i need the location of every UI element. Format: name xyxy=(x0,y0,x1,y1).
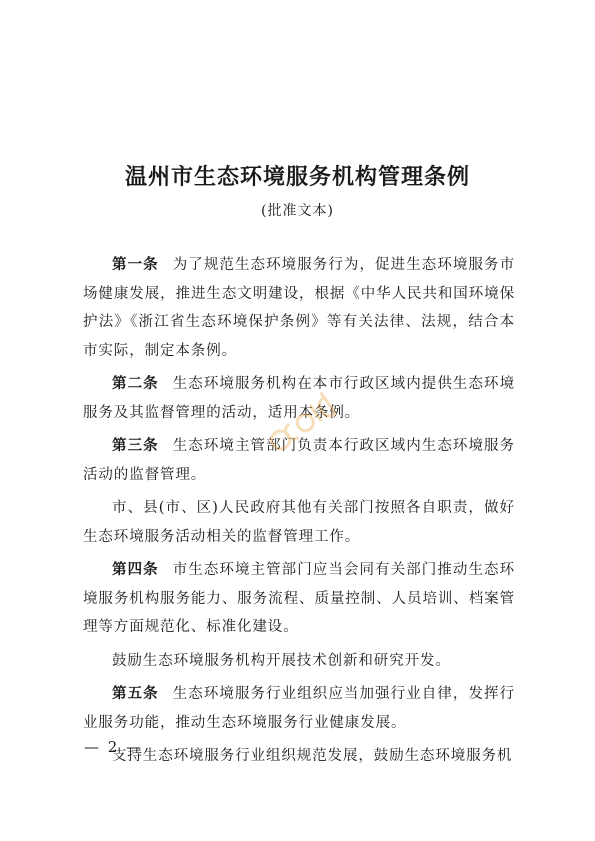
paragraph-article-4 xyxy=(83,556,515,642)
paragraph-article-5 xyxy=(83,680,515,737)
page-number: — 2 — xyxy=(84,738,144,756)
article-label: 第四条 xyxy=(112,561,159,578)
paragraph-article-1 xyxy=(83,251,515,365)
paragraph-text: 生态环境服务机构在本市行政区域内提供生态环境服务及其监督管理的活动，适用本条例。 xyxy=(83,376,515,421)
paragraph-article-4-clause-2 xyxy=(83,647,515,676)
article-label: 第三条 xyxy=(112,437,159,454)
paragraph-article-3-clause-2 xyxy=(83,494,515,551)
paragraph-text: 为了规范生态环境服务行为，促进生态环境服务市场健康发展，推进生态文明建设，根据《中华人民共和国环境保护法》《浙江省生态环境保护条例》等有关法律、法规，结合本市实际，制定本条例。 xyxy=(83,257,515,359)
article-label: 第一条 xyxy=(112,256,159,273)
paragraph-text: 市生态环境主管部门应当会同有关部门推动生态环境服务机构服务能力、服务流程、质量控制、人员培训、档案管理等方面规范化、标准化建设。 xyxy=(83,562,515,635)
paragraph-text: 生态环境服务行业组织应当加强行业自律，发挥行业服务功能，推动生态环境服务行业健康发展。 xyxy=(83,686,515,731)
paragraph-article-5-clause-2 xyxy=(83,742,515,771)
document-body xyxy=(83,251,515,776)
paragraph-text: 鼓励生态环境服务机构开展技术创新和研究开发。 xyxy=(112,652,451,669)
document-title: 温州市生态环境服务机构管理条例 xyxy=(124,164,470,190)
paragraph-text: 支持生态环境服务行业组织规范发展，鼓励生态环境服务机 xyxy=(112,748,513,764)
paragraph-text: 市、县(市、区)人民政府其他有关部门按照各自职责，做好生态环境服务活动相关的监督管理工作。 xyxy=(83,500,515,545)
document-subtitle: (批准文本) xyxy=(261,203,334,219)
paragraph-text: 生态环境主管部门负责本行政区域内生态环境服务活动的监督管理。 xyxy=(83,438,515,483)
article-label: 第五条 xyxy=(112,685,159,702)
article-label: 第二条 xyxy=(112,375,159,392)
